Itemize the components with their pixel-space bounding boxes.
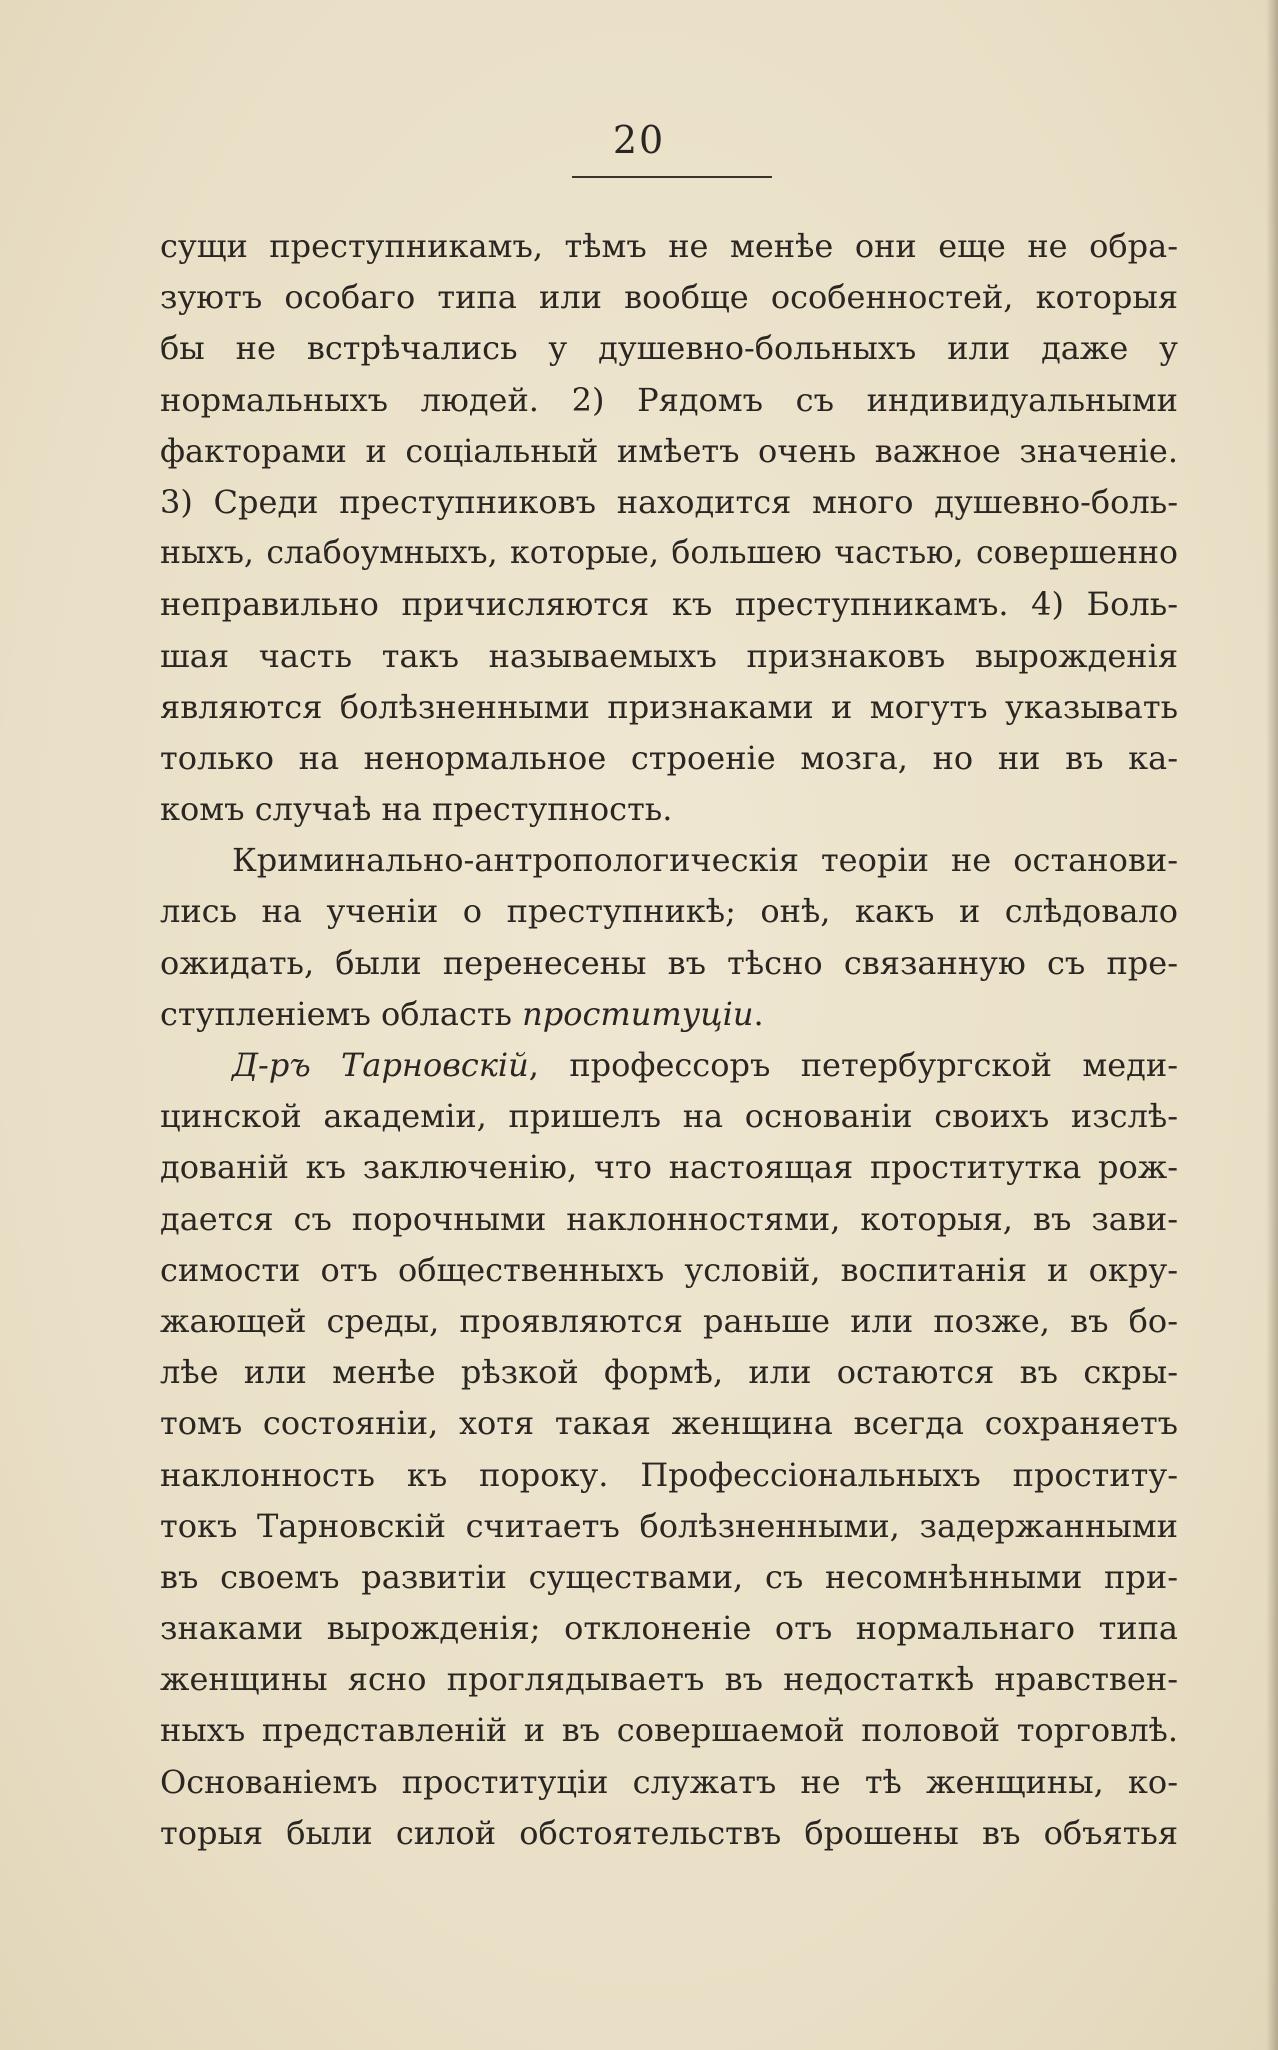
text-line: знаками вырожденія; отклоненіе отъ нормальнаго типа	[160, 1609, 1178, 1648]
text-line: лѣе или менѣе рѣзкой формѣ, или остаются въ скры-	[160, 1353, 1178, 1392]
text-line	[160, 989, 1178, 1040]
text-line: въ своемъ развитіи существами, съ несомнѣнными при-	[160, 1557, 1178, 1596]
text-run: , профессоръ петербургской меди-	[528, 1046, 1178, 1084]
text-line: ныхъ, слабоумныхъ, которые, большею частью, совершенно	[160, 535, 1178, 572]
page-edge-shadow	[1266, 0, 1278, 2050]
text-line: комъ случаѣ на преступность.	[160, 790, 673, 829]
text-line: шая часть такъ называемыхъ признаковъ вырожденія	[160, 636, 1178, 675]
italic-author-name: Д-ръ Тарновскій	[232, 1046, 529, 1084]
text-line: дованій къ заключенію, что настоящая проститутка рож-	[160, 1148, 1178, 1187]
text-line: Криминально-антропологическія теоріи не останови-	[232, 841, 1178, 880]
text-run: ступленіемъ область	[160, 994, 523, 1033]
text-line: цинской академіи, пришелъ на основаніи своихъ изслѣ-	[160, 1097, 1178, 1136]
text-line: торыя были силой обстоятельствъ брошены въ объятья	[160, 1813, 1178, 1852]
text-line: Основаніемъ проституціи служатъ не тѣ женщины, ко-	[160, 1762, 1178, 1801]
text-line: сущи преступникамъ, тѣмъ не менѣе они еще не обра-	[160, 227, 1178, 265]
text-line: дается съ порочными наклонностями, которыя, въ зави-	[160, 1199, 1178, 1238]
text-line: 3) Среди преступниковъ находится много душевно-боль-	[160, 482, 1178, 521]
text-line	[160, 1040, 1178, 1091]
text-line: жающей среды, проявляются раньше или позже, въ бо-	[160, 1301, 1178, 1340]
text-line: являются болѣзненными признаками и могутъ указывать	[160, 687, 1178, 726]
text-line: факторами и соціальный имѣетъ очень важное значеніе.	[160, 431, 1178, 470]
page-number: 20	[612, 118, 666, 162]
text-run: .	[753, 994, 764, 1033]
text-line: бы не встрѣчались у душевно-больныхъ или даже у	[160, 329, 1178, 368]
text-line: только на ненормальное строеніе мозга, но ни въ ка-	[160, 738, 1178, 777]
text-line: лись на ученіи о преступникѣ; онѣ, какъ и слѣдовало	[160, 892, 1178, 931]
italic-term-prostitution: проституціи	[522, 994, 754, 1033]
text-line: ожидать, были перенесены въ тѣсно связанную съ пре-	[160, 943, 1178, 982]
text-line: токъ Тарновскій считаетъ болѣзненными, задержанными	[160, 1506, 1178, 1545]
text-line: неправильно причисляются къ преступникамъ. 4) Боль-	[160, 585, 1178, 624]
text-line: зуютъ особаго типа или вообще особенностей, которыя	[160, 278, 1178, 317]
text-line: симости отъ общественныхъ условій, воспитанія и окру-	[160, 1250, 1178, 1289]
text-line: томъ состояніи, хотя такая женщина всегда сохраняетъ	[160, 1404, 1178, 1443]
text-line: ныхъ представленій и въ совершаемой половой торговлѣ.	[160, 1711, 1178, 1750]
text-line: наклонность къ пороку. Профессіональныхъ проститу-	[160, 1455, 1178, 1494]
body-text	[160, 221, 1178, 1859]
page-number-rule	[572, 176, 772, 178]
text-line: женщины ясно проглядываетъ въ недостаткѣ нравствен-	[160, 1660, 1178, 1699]
text-line: нормальныхъ людей. 2) Рядомъ съ индивидуальными	[160, 380, 1178, 419]
